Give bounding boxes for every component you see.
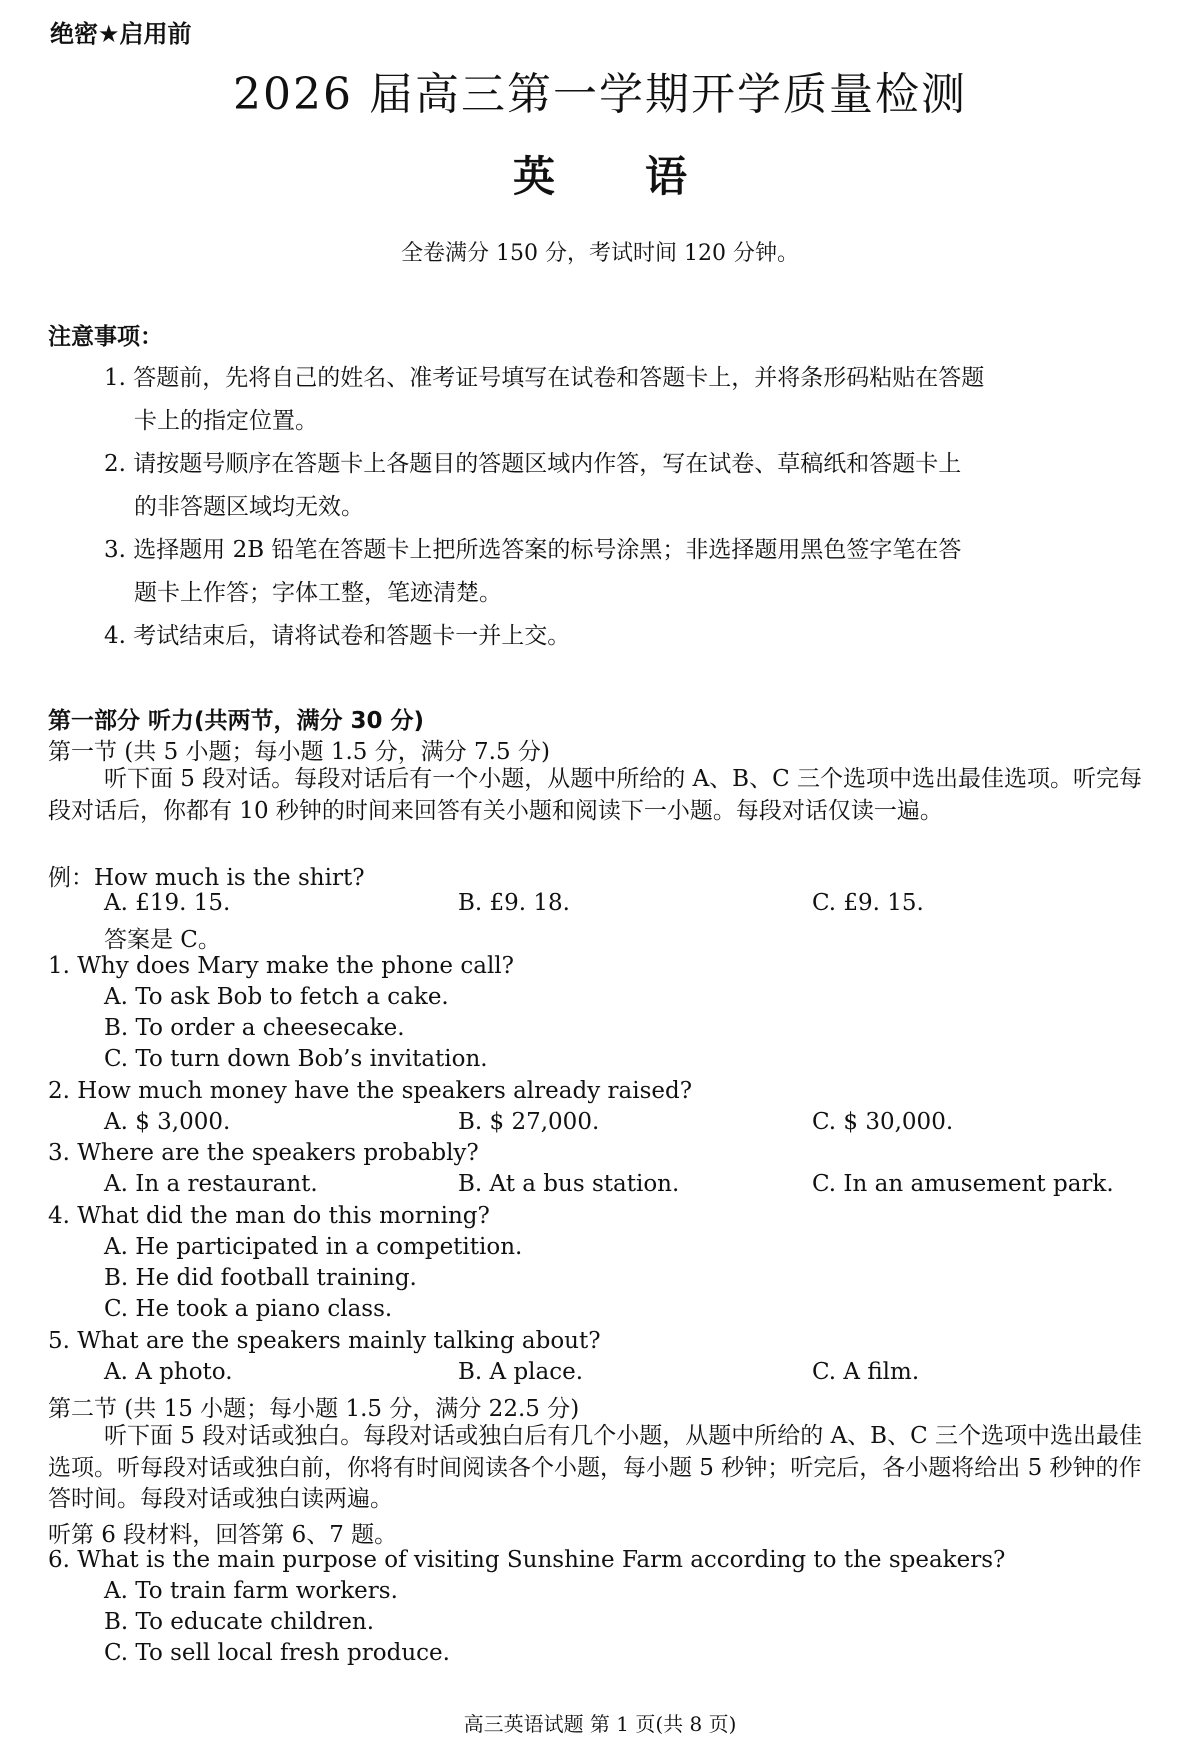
note-item: 2. 请按题号顺序在答题卡上各题目的答题区域内作答，写在试卷、草稿纸和答题卡上 的非答题区域均无效。 (104, 451, 962, 520)
material-6-instruction: 听第 6 段材料，回答第 6、7 题。 (48, 1522, 398, 1548)
option-a: A. He participated in a competition. (104, 1234, 523, 1260)
example-question: 例：How much is the shirt? (48, 865, 365, 891)
example-answer: 答案是 C。 (104, 927, 221, 953)
option-b: B. A place. (458, 1359, 584, 1385)
question-2: 2. How much money have the speakers already raised? (48, 1078, 693, 1104)
note-item: 3. 选择题用 2B 铅笔在答题卡上把所选答案的标号涂黑；非选择题用黑色签字笔在答 题卡上作答；字体工整，笔迹清楚。 (104, 537, 962, 606)
option-b: B. $ 27,000. (458, 1109, 600, 1135)
option-c: C. To sell local fresh produce. (104, 1640, 450, 1666)
subject-title (0, 144, 1200, 204)
option-c: C. In an amusement park. (812, 1171, 1114, 1197)
option-b: B. To educate children. (104, 1609, 375, 1635)
example-option-a: A. £19. 15. (104, 890, 231, 916)
part1-heading: 第一部分 听力(共两节，满分 30 分) (48, 708, 425, 734)
option-c: C. To turn down Bob’s invitation. (104, 1046, 488, 1072)
question-5: 5. What are the speakers mainly talking about? (48, 1328, 601, 1354)
section1-instructions: 听下面 5 段对话。每段对话后有一个小题，从题中所给的 A、B、C 三个选项中选出最佳选项。听完每段对话后，你都有 10 秒钟的时间来回答有关小题和阅读下一小题。每段对话仅读一遍。 (48, 766, 1142, 824)
section2-heading: 第二节 (共 15 小题；每小题 1.5 分，满分 22.5 分) (48, 1396, 580, 1422)
subject-char-2: 语 (645, 152, 688, 201)
option-a: A. To train farm workers. (104, 1578, 398, 1604)
exam-info: 全卷满分 150 分，考试时间 120 分钟。 (401, 241, 799, 266)
option-a: A. $ 3,000. (104, 1109, 231, 1135)
page-footer: 高三英语试题 第 1 页(共 8 页) (463, 1712, 737, 1736)
exam-title: 2026 届高三第一学期开学质量检测 (233, 69, 967, 120)
section2-instructions: 听下面 5 段对话或独白。每段对话或独白后有几个小题，从题中所给的 A、B、C 三个选项中选出最佳选项。听每段对话或独白前，你将有时间阅读各个小题，每小题 5 秒钟；听完后，各小题将给出 5 秒钟的作答时间。每段对话或独白读两遍。 (48, 1423, 1142, 1512)
option-b: B. To order a cheesecake. (104, 1015, 405, 1041)
subject-char-1: 英 (512, 152, 555, 201)
note-item: 4. 考试结束后，请将试卷和答题卡一并上交。 (104, 623, 571, 649)
example-option-c: C. £9. 15. (812, 890, 924, 916)
question-6: 6. What is the main purpose of visiting Sunshine Farm according to the speakers? (48, 1547, 1006, 1573)
option-a: A. To ask Bob to fetch a cake. (104, 984, 449, 1010)
option-c: C. He took a piano class. (104, 1296, 393, 1322)
example-option-b: B. £9. 18. (458, 890, 570, 916)
question-1: 1. Why does Mary make the phone call? (48, 953, 514, 979)
question-3: 3. Where are the speakers probably? (48, 1140, 479, 1166)
section1-heading: 第一节 (共 5 小题；每小题 1.5 分，满分 7.5 分) (48, 739, 550, 765)
option-b: B. He did football training. (104, 1265, 417, 1291)
option-a: A. A photo. (104, 1359, 233, 1385)
notes-title: 注意事项： (48, 324, 163, 350)
option-c: C. A film. (812, 1359, 920, 1385)
confidential-label: 绝密★启用前 (50, 20, 192, 48)
question-4: 4. What did the man do this morning? (48, 1203, 490, 1229)
option-b: B. At a bus station. (458, 1171, 680, 1197)
option-c: C. $ 30,000. (812, 1109, 954, 1135)
note-item: 1. 答题前，先将自己的姓名、准考证号填写在试卷和答题卡上，并将条形码粘贴在答题 卡上的指定位置。 (104, 365, 985, 434)
option-a: A. In a restaurant. (104, 1171, 318, 1197)
